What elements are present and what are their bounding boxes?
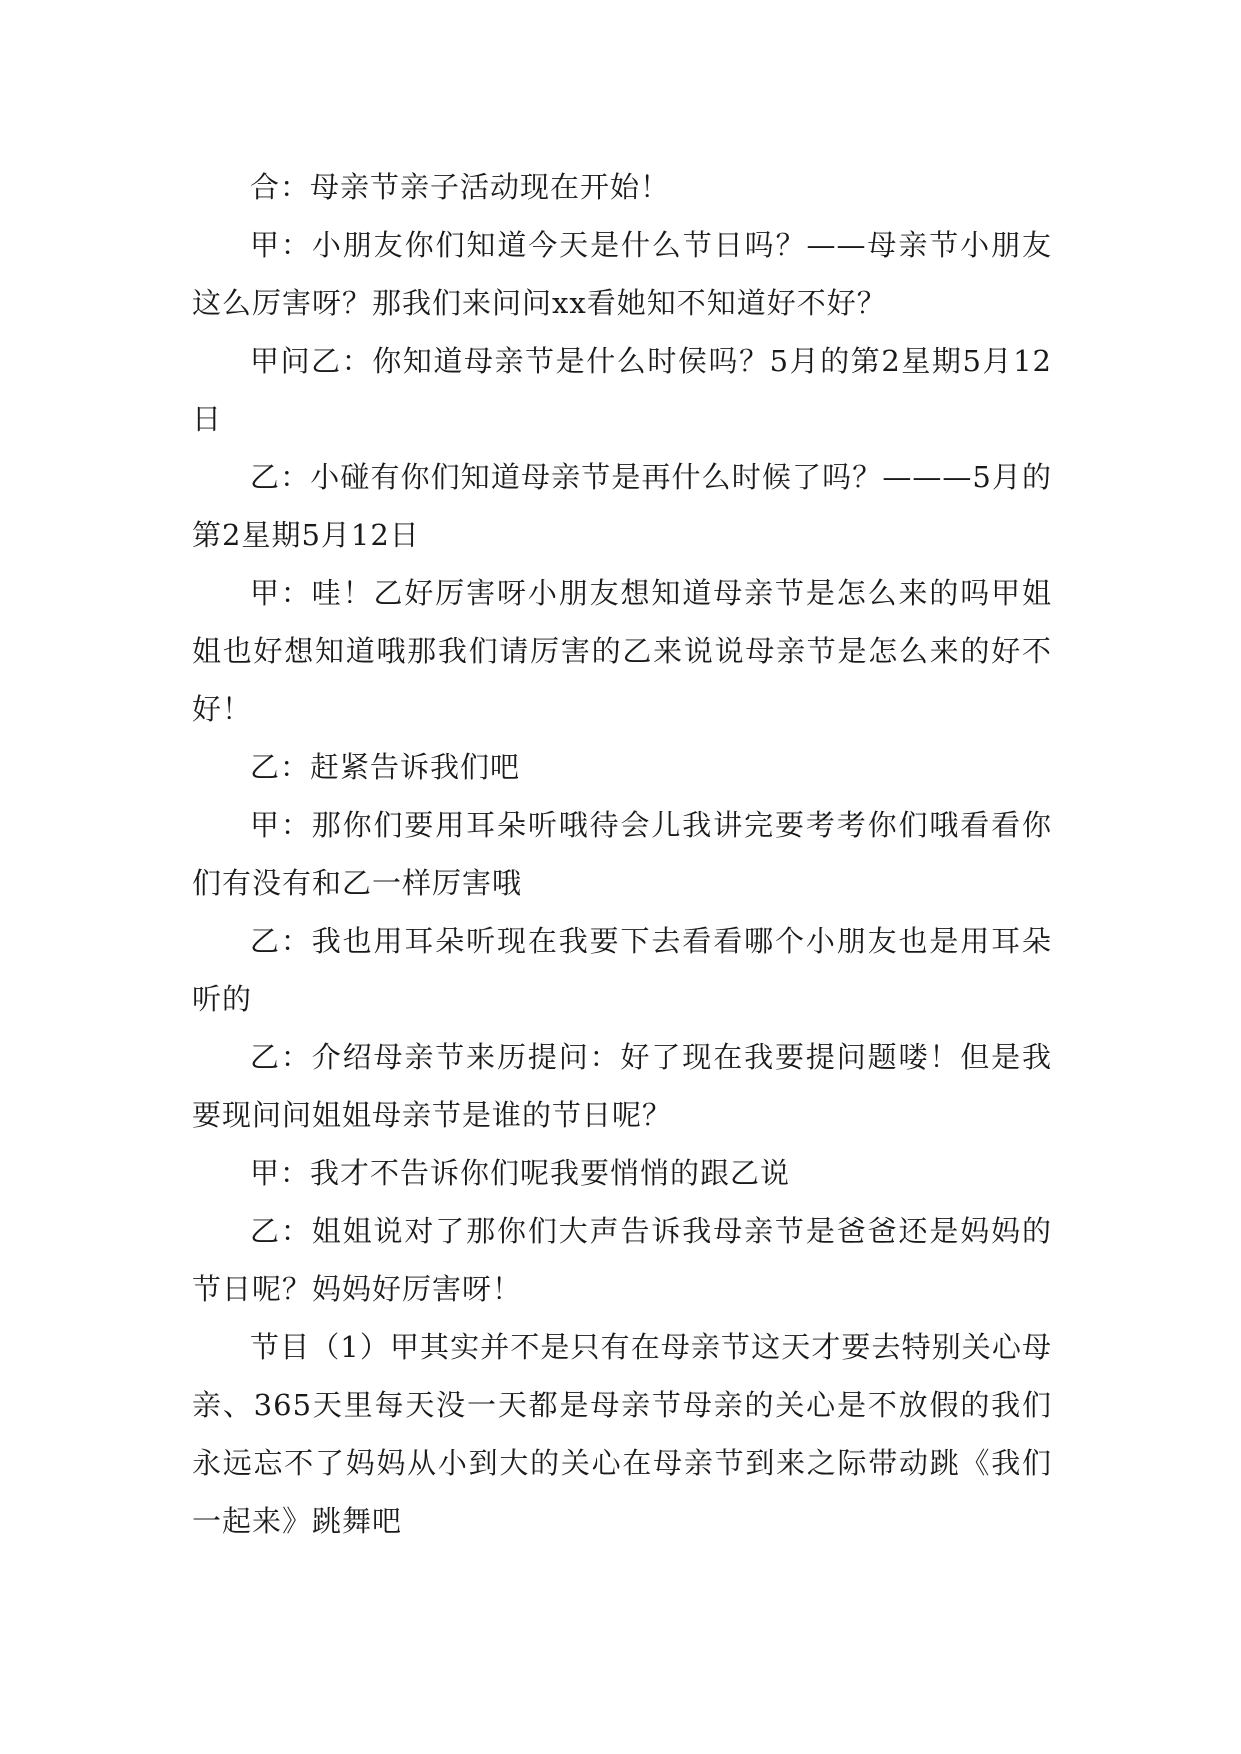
paragraph-jia-secret: 甲：我才不告诉你们呢我要悄悄的跟乙说 <box>250 1156 791 1190</box>
paragraph-jia-question: 甲：小朋友你们知道今天是什么节日吗？——母亲节小朋友这么厉害呀？那我们来问问xx看她知不知道好不好？ <box>192 228 1052 320</box>
paragraph-opening: 合：母亲节亲子活动现在开始！ <box>250 170 671 204</box>
paragraph-program-1: 节目（1）甲其实并不是只有在母亲节这天才要去特别关心母亲、365天里每天没一天都是母亲节母亲的关心是不放假的我们永远忘不了妈妈从小到大的关心在母亲节到来之际带动跳《我们一起来》跳舞吧 <box>192 1330 1052 1538</box>
paragraph-yi-mom: 乙：姐姐说对了那你们大声告诉我母亲节是爸爸还是妈妈的节日呢？妈妈好厉害呀！ <box>192 1214 1052 1306</box>
paragraph-jia-wow: 甲：哇！乙好厉害呀小朋友想知道母亲节是怎么来的吗甲姐姐也好想知道哦那我们请厉害的乙来说说母亲节是怎么来的好不好！ <box>192 576 1052 726</box>
paragraph-yi-history: 乙：介绍母亲节来历提问：好了现在我要提问题喽！但是我要现问问姐姐母亲节是谁的节日呢？ <box>192 1040 1052 1132</box>
paragraph-yi-tell: 乙：赶紧告诉我们吧 <box>250 750 521 784</box>
document-body <box>192 158 1052 1550</box>
paragraph-jia-listen: 甲：那你们要用耳朵听哦待会儿我讲完要考考你们哦看看你们有没有和乙一样厉害哦 <box>192 808 1052 900</box>
paragraph-jia-ask-yi: 甲问乙：你知道母亲节是什么时侯吗？5月的第2星期5月12日 <box>192 344 1052 436</box>
paragraph-yi-listen: 乙：我也用耳朵听现在我要下去看看哪个小朋友也是用耳朵听的 <box>192 924 1052 1016</box>
paragraph-yi-question: 乙：小碰有你们知道母亲节是再什么时候了吗？———5月的第2星期5月12日 <box>192 460 1052 552</box>
